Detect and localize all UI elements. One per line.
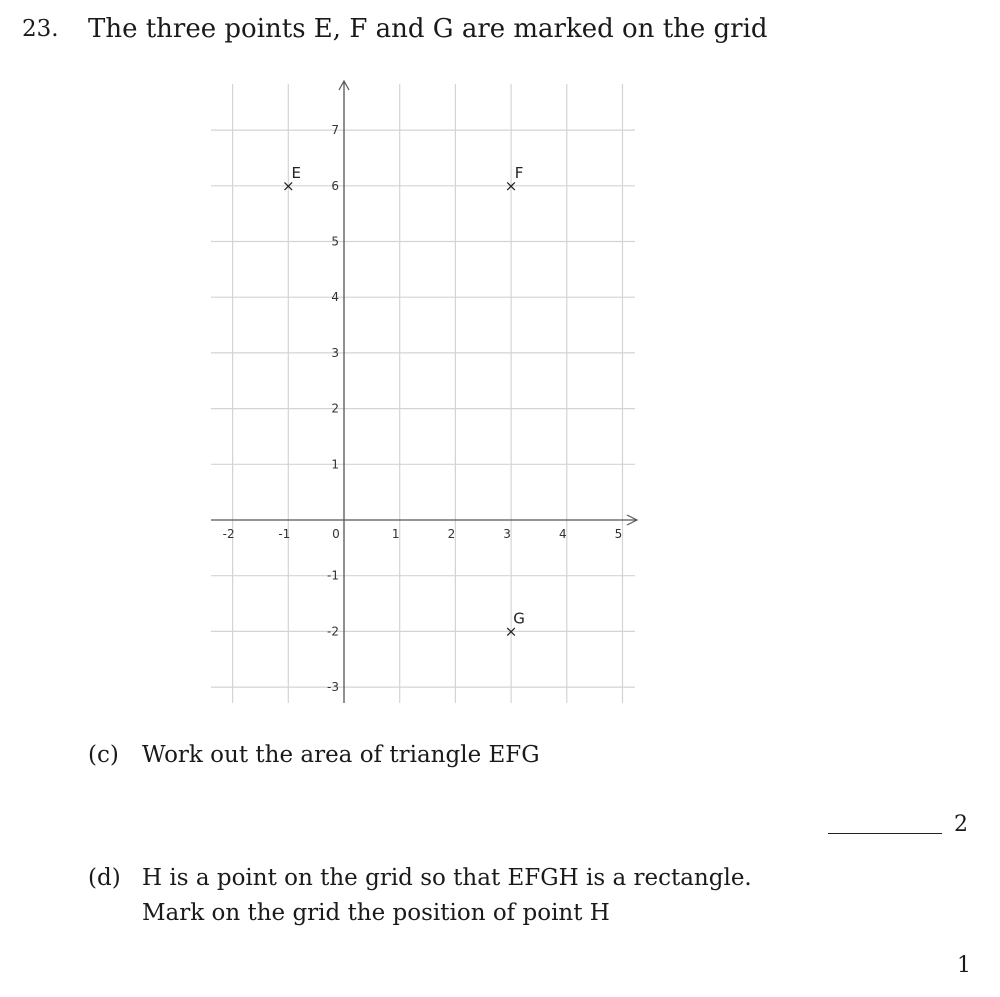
x-tick-label: -2 bbox=[222, 527, 235, 541]
question-text: The three points E, F and G are marked on the grid bbox=[88, 14, 768, 44]
x-tick-label: 2 bbox=[447, 527, 456, 541]
question-number: 23. bbox=[22, 16, 59, 42]
y-tick-label: 2 bbox=[331, 401, 339, 416]
x-tick-label: 3 bbox=[503, 527, 511, 541]
part-c-marks: 2 bbox=[954, 812, 968, 837]
part-d-text-line-2: Mark on the grid the position of point H bbox=[142, 900, 610, 926]
point-marker: × bbox=[504, 622, 518, 641]
y-tick-label: -3 bbox=[327, 680, 339, 695]
part-c-label: (c) bbox=[88, 742, 119, 768]
point-marker: × bbox=[282, 176, 295, 195]
y-tick-label: 3 bbox=[331, 345, 339, 360]
x-tick-label: 0 bbox=[332, 527, 340, 541]
y-tick-label: -1 bbox=[327, 568, 339, 583]
point-label-e: E bbox=[291, 163, 302, 182]
y-tick-label: 1 bbox=[331, 457, 339, 472]
part-d-marks: 1 bbox=[957, 953, 971, 978]
point-marker: × bbox=[504, 176, 518, 195]
y-tick-label: 4 bbox=[331, 290, 339, 305]
part-c-text: Work out the area of triangle EFG bbox=[142, 742, 540, 768]
y-tick-label: 6 bbox=[331, 178, 339, 193]
x-tick-label: 5 bbox=[614, 527, 623, 541]
y-tick-label: 5 bbox=[331, 234, 339, 249]
point-label-g: G bbox=[513, 609, 525, 628]
point-label-f: F bbox=[514, 163, 524, 182]
y-tick-label: -2 bbox=[327, 624, 339, 639]
answer-line bbox=[828, 833, 942, 834]
coordinate-grid bbox=[205, 76, 645, 708]
x-tick-label: 1 bbox=[391, 527, 400, 541]
x-tick-label: 4 bbox=[558, 527, 567, 541]
part-d-text-line-1: H is a point on the grid so that EFGH is a rectangle. bbox=[142, 865, 752, 891]
y-tick-label: 7 bbox=[331, 123, 339, 138]
x-tick-label: -1 bbox=[278, 527, 291, 541]
part-d-label: (d) bbox=[88, 865, 121, 891]
